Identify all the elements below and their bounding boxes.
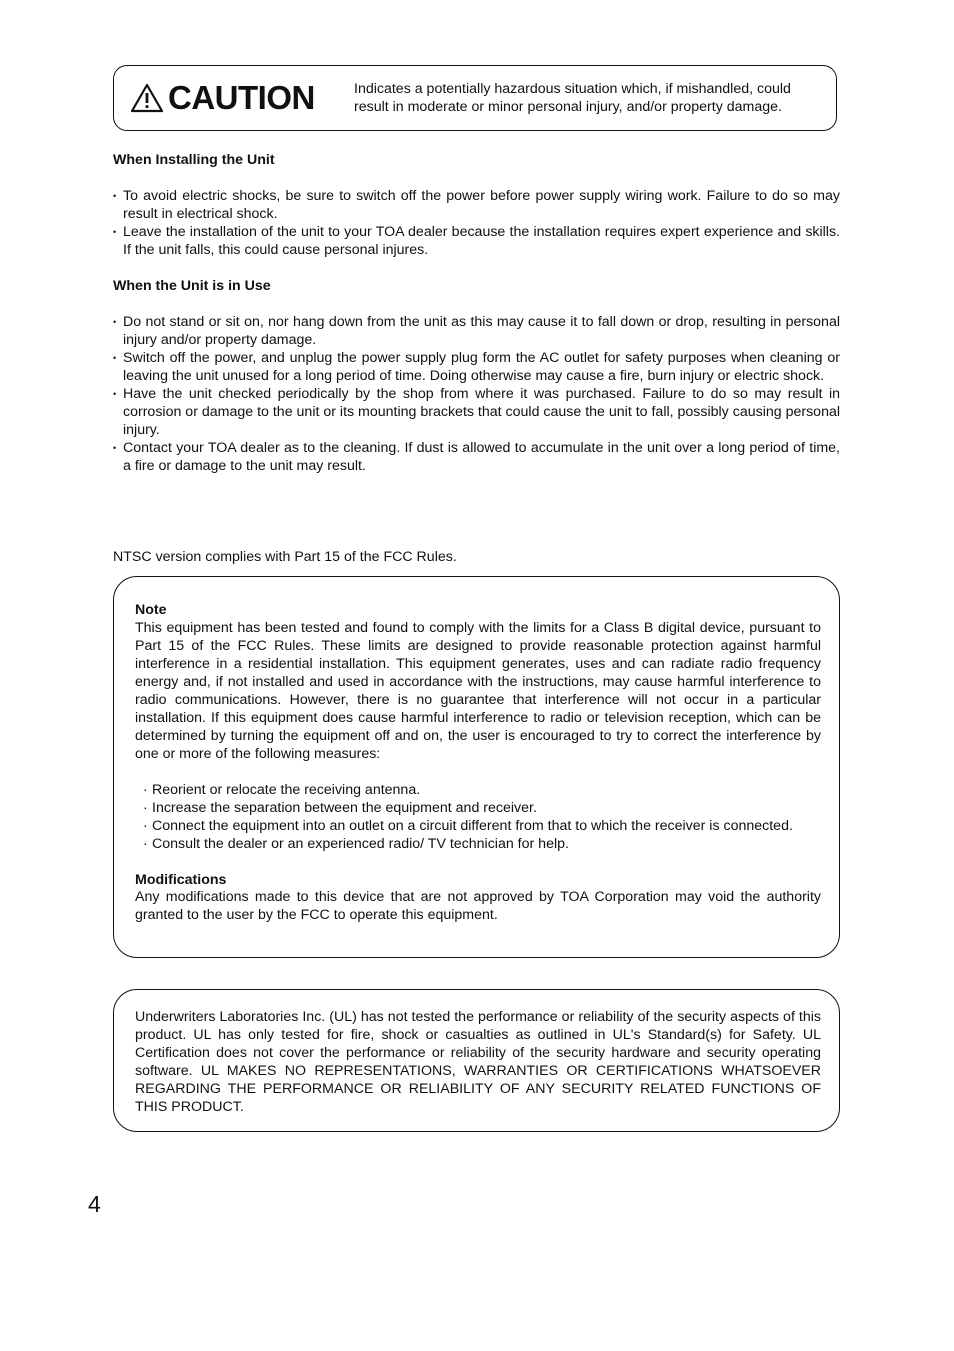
list-item: · Increase the separation between the equipment and receiver. xyxy=(135,799,821,817)
caution-box xyxy=(113,65,837,131)
list-item: • To avoid electric shocks, be sure to switch off the power before power supply wiring work. Failure to do so may result in electrical shock. xyxy=(113,187,840,223)
note-text: This equipment has been tested and found to comply with the limits for a Class B digital device, pursuant to Part 15 of the FCC Rules. These limits are designed to provide reasonable protection against harmful interference in a residential installation. This equipment generates, uses and can radiate radio frequency energy and, if not installed and used in accordance with the instructions, may cause harmful interference to radio communications. However, there is no guarantee that interference will not occur in a particular installation. If this equipment does cause harmful interference to radio or television reception, which can be determined by turning the equipment off and on, the user is encouraged to try to correct the interference by one or more of the following measures: xyxy=(135,620,821,762)
page-number: 4 xyxy=(88,1191,101,1217)
measures-list xyxy=(135,781,821,853)
list-item: • Leave the installation of the unit to your TOA dealer because the installation requires expert experience and skills. If the unit falls, this could cause personal injures. xyxy=(113,223,840,259)
fcc-statement: NTSC version complies with Part 15 of the FCC Rules. xyxy=(113,549,457,565)
caution-description: Indicates a potentially hazardous situation which, if mishandled, could result in moderate or minor personal injury, and/or property damage. xyxy=(354,81,791,115)
ul-notice-box xyxy=(113,989,840,1132)
installing-heading: When Installing the Unit xyxy=(113,152,275,168)
caution-heading: CAUTION xyxy=(168,79,315,116)
caution-title xyxy=(130,78,315,118)
list-item: • Switch off the power, and unplug the power supply plug form the AC outlet for safety purposes when cleaning or leaving the unit unused for a long period of time. Doing otherwise may cause a fire, burn injury or electric shock. xyxy=(113,349,840,385)
fcc-note-box xyxy=(113,576,840,958)
in-use-heading: When the Unit is in Use xyxy=(113,278,271,294)
list-item: · Reorient or relocate the receiving antenna. xyxy=(135,781,821,799)
in-use-list xyxy=(113,313,840,475)
modifications-heading: Modifications xyxy=(135,872,227,888)
installing-list xyxy=(113,187,840,259)
warning-triangle-icon xyxy=(130,83,164,113)
ul-text: Underwriters Laboratories Inc. (UL) has not tested the performance or reliability of the security aspects of this product. UL has only tested for fire, shock or casualties as outlined in UL's Standard(s) for Safety. UL Certification does not cover the performance or reliability of the security hardware and security operating software. UL MAKES NO REPRESENTATIONS, WARRANTIES OR CERTIFICATIONS WHATSOEVER REGARDING THE PERFORMANCE OR RELIABILITY OF ANY SECURITY RELATED FUNCTIONS OF THIS PRODUCT. xyxy=(135,1009,821,1115)
list-item: • Have the unit checked periodically by the shop from where it was purchased. Failure to do so may result in corrosion or damage to the unit or its mounting brackets that could cause the unit to fall, possibly causing personal injury. xyxy=(113,385,840,439)
list-item: · Consult the dealer or an experienced radio/ TV technician for help. xyxy=(135,835,821,853)
list-item: • Contact your TOA dealer as to the cleaning. If dust is allowed to accumulate in the unit over a long period of time, a fire or damage to the unit may result. xyxy=(113,439,840,475)
list-item: · Connect the equipment into an outlet on a circuit different from that to which the receiver is connected. xyxy=(135,817,821,835)
modifications-text: Any modifications made to this device that are not approved by TOA Corporation may void the authority granted to the user by the FCC to operate this equipment. xyxy=(135,889,821,923)
note-heading: Note xyxy=(135,602,167,618)
list-item: • Do not stand or sit on, nor hang down from the unit as this may cause it to fall down or drop, resulting in personal injury and/or property damage. xyxy=(113,313,840,349)
